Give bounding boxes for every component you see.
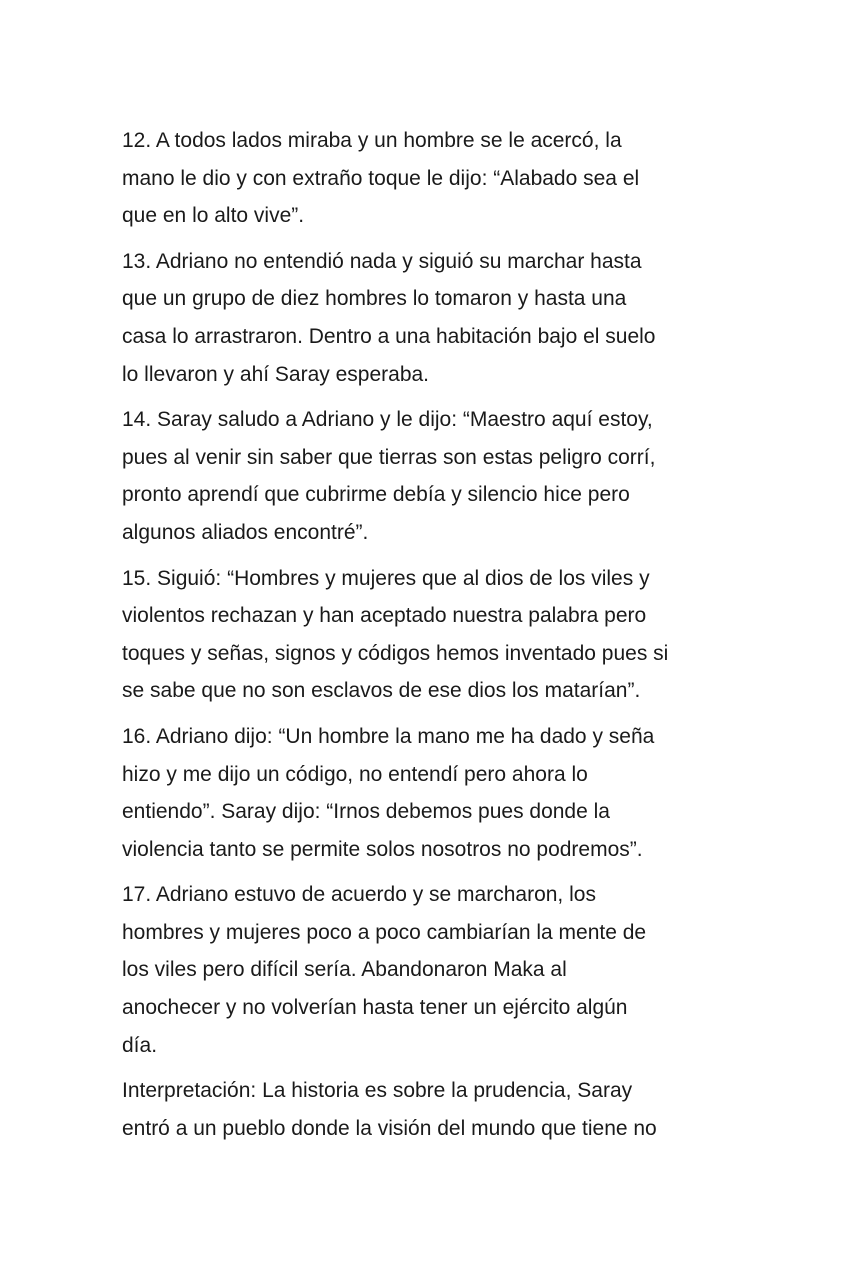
text-line: anochecer y no volverían hasta tener un ejército algún bbox=[122, 996, 628, 1020]
text-line: violentos rechazan y han aceptado nuestra palabra pero bbox=[122, 604, 647, 628]
paragraph-14 bbox=[122, 401, 737, 551]
text-line: violencia tanto se permite solos nosotros no podremos”. bbox=[122, 837, 643, 861]
paragraph-17 bbox=[122, 876, 737, 1064]
text-line: mano le dio y con extraño toque le dijo: “Alabado sea el bbox=[122, 166, 640, 190]
paragraph-interpretation bbox=[122, 1072, 737, 1147]
paragraph-16 bbox=[122, 718, 737, 868]
text-line: que un grupo de diez hombres lo tomaron y hasta una bbox=[122, 287, 627, 311]
document-page bbox=[122, 122, 737, 1155]
text-line: los viles pero difícil sería. Abandonaron Maka al bbox=[122, 958, 567, 982]
text-line: hombres y mujeres poco a poco cambiarían la mente de bbox=[122, 920, 647, 944]
text-line: 17. Adriano estuvo de acuerdo y se marcharon, los bbox=[122, 883, 596, 907]
text-line: 14. Saray saludo a Adriano y le dijo: “Maestro aquí estoy, bbox=[122, 408, 653, 432]
text-line: 15. Siguió: “Hombres y mujeres que al dios de los viles y bbox=[122, 566, 650, 590]
text-line: entiendo”. Saray dijo: “Irnos debemos pues donde la bbox=[122, 800, 610, 824]
text-line: 16. Adriano dijo: “Un hombre la mano me ha dado y seña bbox=[122, 724, 655, 748]
text-line: algunos aliados encontré”. bbox=[122, 520, 369, 544]
text-line: día. bbox=[122, 1033, 158, 1057]
text-line: 13. Adriano no entendió nada y siguió su marchar hasta bbox=[122, 249, 642, 273]
text-line: se sabe que no son esclavos de ese dios los matarían”. bbox=[122, 679, 641, 703]
text-line: que en lo alto vive”. bbox=[122, 204, 305, 228]
text-line: toques y señas, signos y códigos hemos inventado pues si bbox=[122, 641, 669, 665]
text-line: 12. A todos lados miraba y un hombre se le acercó, la bbox=[122, 129, 622, 152]
text-line: Interpretación: La historia es sobre la prudencia, Saray bbox=[122, 1079, 633, 1103]
text-line: casa lo arrastraron. Dentro a una habitación bajo el suelo bbox=[122, 324, 656, 348]
paragraph-15 bbox=[122, 560, 737, 710]
paragraph-13 bbox=[122, 243, 737, 393]
text-line: pronto aprendí que cubrirme debía y silencio hice pero bbox=[122, 483, 630, 507]
text-line: lo llevaron y ahí Saray esperaba. bbox=[122, 362, 430, 386]
text-line: hizo y me dijo un código, no entendí pero ahora lo bbox=[122, 762, 588, 786]
text-line: entró a un pueblo donde la visión del mundo que tiene no bbox=[122, 1116, 657, 1140]
text-line: pues al venir sin saber que tierras son estas peligro corrí, bbox=[122, 445, 656, 469]
paragraph-12 bbox=[122, 122, 737, 235]
